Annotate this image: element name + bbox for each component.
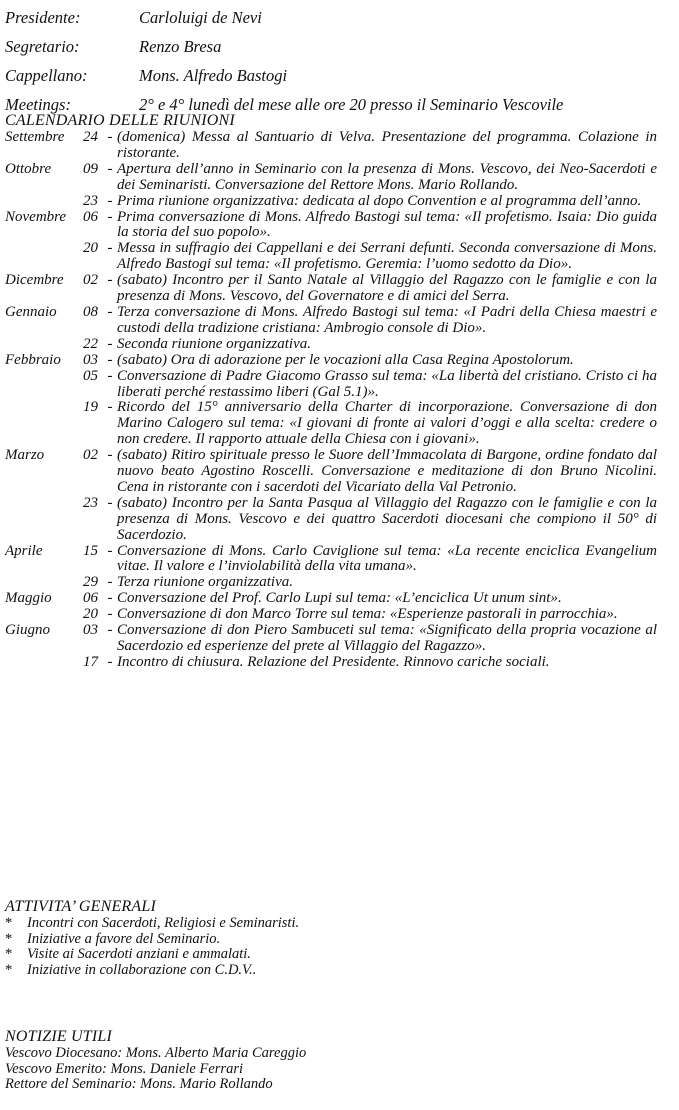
- calendar-day: 05: [83, 367, 98, 384]
- officer-role: Segretario:: [5, 37, 80, 56]
- calendar-dash: -: [107, 240, 113, 257]
- calendar-day: 06: [83, 208, 98, 225]
- calendar-text: Terza riunione organizzativa.: [117, 574, 293, 591]
- calendar-day: 08: [83, 303, 98, 320]
- calendar-row: [5, 369, 675, 401]
- calendar-dash: -: [107, 351, 113, 368]
- calendar-row: [5, 591, 675, 607]
- calendar-row: [5, 337, 675, 353]
- calendar-month: Novembre: [5, 208, 67, 225]
- calendar-day: 20: [83, 606, 98, 623]
- activity-item: [5, 963, 665, 979]
- calendar-text: Messa in suffragio dei Cappellani e dei Serrani defunti. Seconda conversazione di Mons. Alfredo Bastogi sul tema: «Il profetismo. Geremia: l’uomo sedotto da Dio».: [117, 240, 657, 273]
- calendar-dash: -: [107, 367, 113, 384]
- calendar-text: Ricordo del 15° anniversario della Charter di incorporazione. Conversazione di don Marino Calogero sul tema: «I giovani di fronte ai valori d’oggi e alla scelta: credere o non credere. Il rapporto attuale della Chiesa con i giovani».: [117, 399, 657, 448]
- note-line: Vescovo Emerito: Mons. Daniele Ferrari: [5, 1060, 243, 1077]
- calendar-list: [5, 130, 675, 671]
- officer-name: Renzo Bresa: [139, 37, 222, 56]
- officer-row: [5, 66, 675, 95]
- calendar-text: Incontro di chiusura. Relazione del Presidente. Rinnovo cariche sociali.: [117, 653, 550, 670]
- note-line: Vescovo Diocesano: Mons. Alberto Maria Careggio: [5, 1045, 307, 1061]
- calendar-month: Febbraio: [5, 351, 61, 368]
- calendar-row: [5, 273, 675, 305]
- calendar-text: (domenica) Messa al Santuario di Velva. Presentazione del programma. Colazione in ristorante.: [117, 129, 657, 161]
- calendar-day: 03: [83, 351, 98, 368]
- calendar-month: Giugno: [5, 622, 50, 639]
- activity-text: Visite ai Sacerdoti anziani e ammalati.: [27, 946, 251, 963]
- calendar-row: [5, 575, 675, 591]
- calendar-row: [5, 241, 675, 273]
- calendar-row: [5, 210, 675, 242]
- calendar-day: 09: [83, 160, 98, 177]
- notes-list: [5, 1046, 665, 1093]
- calendar-row: [5, 607, 675, 623]
- activities-title: ATTIVITA’ GENERALI: [5, 898, 156, 915]
- calendar-dash: -: [107, 192, 113, 209]
- calendar-dash: -: [107, 590, 113, 607]
- calendar-text: (sabato) Ritiro spirituale presso le Suore dell’Immacolata di Bargone, ordine fondato dal nuovo beato Agostino Roscelli. Conversazione e meditazione di don Bruno Nicolini. Cena in ristorante con i sacerdoti del Vicariato della Val Petronio.: [117, 447, 657, 495]
- calendar-month: Gennaio: [5, 303, 57, 320]
- calendar-day: 24: [83, 129, 98, 145]
- note-line: Rettore del Seminario: Mons. Mario Rollando: [5, 1076, 273, 1093]
- calendar-row: [5, 448, 675, 496]
- calendar-day: 02: [83, 447, 98, 464]
- officer-role: Presidente:: [5, 8, 81, 27]
- calendar-day: 17: [83, 653, 98, 670]
- calendar-text: Prima conversazione di Mons. Alfredo Bastogi sul tema: «Il profetismo. Isaia: Dio guida la storia del suo popolo».: [117, 208, 657, 241]
- calendar-dash: -: [107, 272, 113, 289]
- officer-name: Carloluigi de Nevi: [139, 8, 262, 27]
- officers-list: [5, 8, 675, 124]
- bullet-asterisk-icon: *: [5, 946, 13, 963]
- calendar-day: 23: [83, 494, 98, 511]
- calendar-dash: -: [107, 574, 113, 591]
- calendar-dash: -: [107, 399, 113, 416]
- officer-row: [5, 37, 675, 66]
- calendar-text: Terza conversazione di Mons. Alfredo Bastogi sul tema: «I Padri della Chiesa maestri e custodi della tradizione cristiana: Ambrogio console di Dio».: [117, 303, 657, 336]
- calendar-text: Apertura dell’anno in Seminario con la presenza di Mons. Vescovo, dei Neo-Sacerdoti e dei Seminaristi. Conversazione del Rettore Mons. Mario Rollando.: [117, 160, 657, 193]
- calendar-row: [5, 162, 675, 194]
- calendar-text: Conversazione del Prof. Carlo Lupi sul tema: «L’enciclica Ut unum sint».: [117, 590, 562, 607]
- calendar-day: 06: [83, 590, 98, 607]
- calendar-text: (sabato) Incontro per il Santo Natale al Villaggio del Ragazzo con le famiglie e con la presenza di Mons. Vescovo, del Governatore e di amici del Serra.: [117, 272, 657, 305]
- calendar-text: Conversazione di Padre Giacomo Grasso sul tema: «La libertà del cristiano. Cristo ci ha liberati perché restassimo liberi (Gal 5.1)».: [117, 367, 657, 400]
- calendar-dash: -: [107, 542, 113, 559]
- calendar-title: CALENDARIO DELLE RIUNIONI: [5, 112, 235, 129]
- calendar-day: 19: [83, 399, 98, 416]
- calendar-month: Maggio: [5, 590, 52, 607]
- bullet-asterisk-icon: *: [5, 930, 13, 947]
- calendar-month: Ottobre: [5, 160, 52, 177]
- calendar-dash: -: [107, 447, 113, 464]
- calendar-dash: -: [107, 335, 113, 352]
- calendar-row: [5, 623, 675, 655]
- calendar-month: Settembre: [5, 129, 65, 145]
- calendar-row: [5, 130, 675, 162]
- calendar-day: 15: [83, 542, 98, 559]
- calendar-row: [5, 496, 675, 544]
- calendar-row: [5, 194, 675, 210]
- calendar-dash: -: [107, 653, 113, 670]
- calendar-dash: -: [107, 606, 113, 623]
- calendar-row: [5, 400, 675, 448]
- officer-role: Meetings:: [5, 95, 71, 114]
- calendar-day: 02: [83, 272, 98, 289]
- calendar-dash: -: [107, 129, 113, 145]
- activity-item: [5, 916, 665, 932]
- activity-text: Incontri con Sacerdoti, Religiosi e Seminaristi.: [27, 915, 300, 931]
- bullet-asterisk-icon: *: [5, 915, 13, 931]
- activity-item: [5, 932, 665, 948]
- calendar-month: Aprile: [5, 542, 43, 559]
- calendar-text: Conversazione di don Marco Torre sul tema: «Esperienze pastorali in parrocchia».: [117, 606, 618, 623]
- calendar-text: Seconda riunione organizzativa.: [117, 335, 312, 352]
- activity-item: [5, 947, 665, 963]
- activity-text: Iniziative a favore del Seminario.: [27, 930, 221, 947]
- activities-list: [5, 916, 665, 979]
- calendar-day: 29: [83, 574, 98, 591]
- calendar-row: [5, 655, 675, 671]
- calendar-day: 03: [83, 622, 98, 639]
- officer-role: Cappellano:: [5, 66, 88, 85]
- calendar-month: Marzo: [5, 447, 45, 464]
- calendar-dash: -: [107, 622, 113, 639]
- calendar-day: 23: [83, 192, 98, 209]
- bullet-asterisk-icon: *: [5, 962, 13, 979]
- notes-title: NOTIZIE UTILI: [5, 1028, 113, 1045]
- calendar-day: 22: [83, 335, 98, 352]
- calendar-day: 20: [83, 240, 98, 257]
- officer-name: Mons. Alfredo Bastogi: [139, 66, 288, 85]
- calendar-text: Conversazione di don Piero Sambuceti sul tema: «Significato della propria vocazione al Sacerdozio ed esperienze del prete al Villaggio del Ragazzo».: [117, 622, 657, 654]
- officer-name: 2° e 4° lunedì del mese alle ore 20 presso il Seminario Vescovile: [139, 95, 564, 114]
- officer-row: [5, 8, 675, 37]
- calendar-text: (sabato) Incontro per la Santa Pasqua al Villaggio del Ragazzo con le famiglie e con la presenza di Mons. Vescovo e dei quattro Sacerdoti diocesani che compiono il 50° di Sacerdozio.: [117, 494, 657, 543]
- calendar-dash: -: [107, 208, 113, 225]
- calendar-text: Conversazione di Mons. Carlo Caviglione sul tema: «La recente enciclica Evangelium vitae. Il valore e l’inviolabilità della vita umana».: [117, 542, 657, 575]
- calendar-dash: -: [107, 494, 113, 511]
- calendar-row: [5, 544, 675, 576]
- calendar-row: [5, 305, 675, 337]
- calendar-dash: -: [107, 160, 113, 177]
- calendar-text: (sabato) Ora di adorazione per le vocazioni alla Casa Regina Apostolorum.: [117, 351, 574, 368]
- calendar-row: [5, 353, 675, 369]
- calendar-month: Dicembre: [5, 272, 64, 289]
- activity-text: Iniziative in collaborazione con C.D.V..: [27, 962, 257, 979]
- calendar-dash: -: [107, 303, 113, 320]
- calendar-text: Prima riunione organizzativa: dedicata al dopo Convention e al programma dell’anno.: [117, 192, 642, 209]
